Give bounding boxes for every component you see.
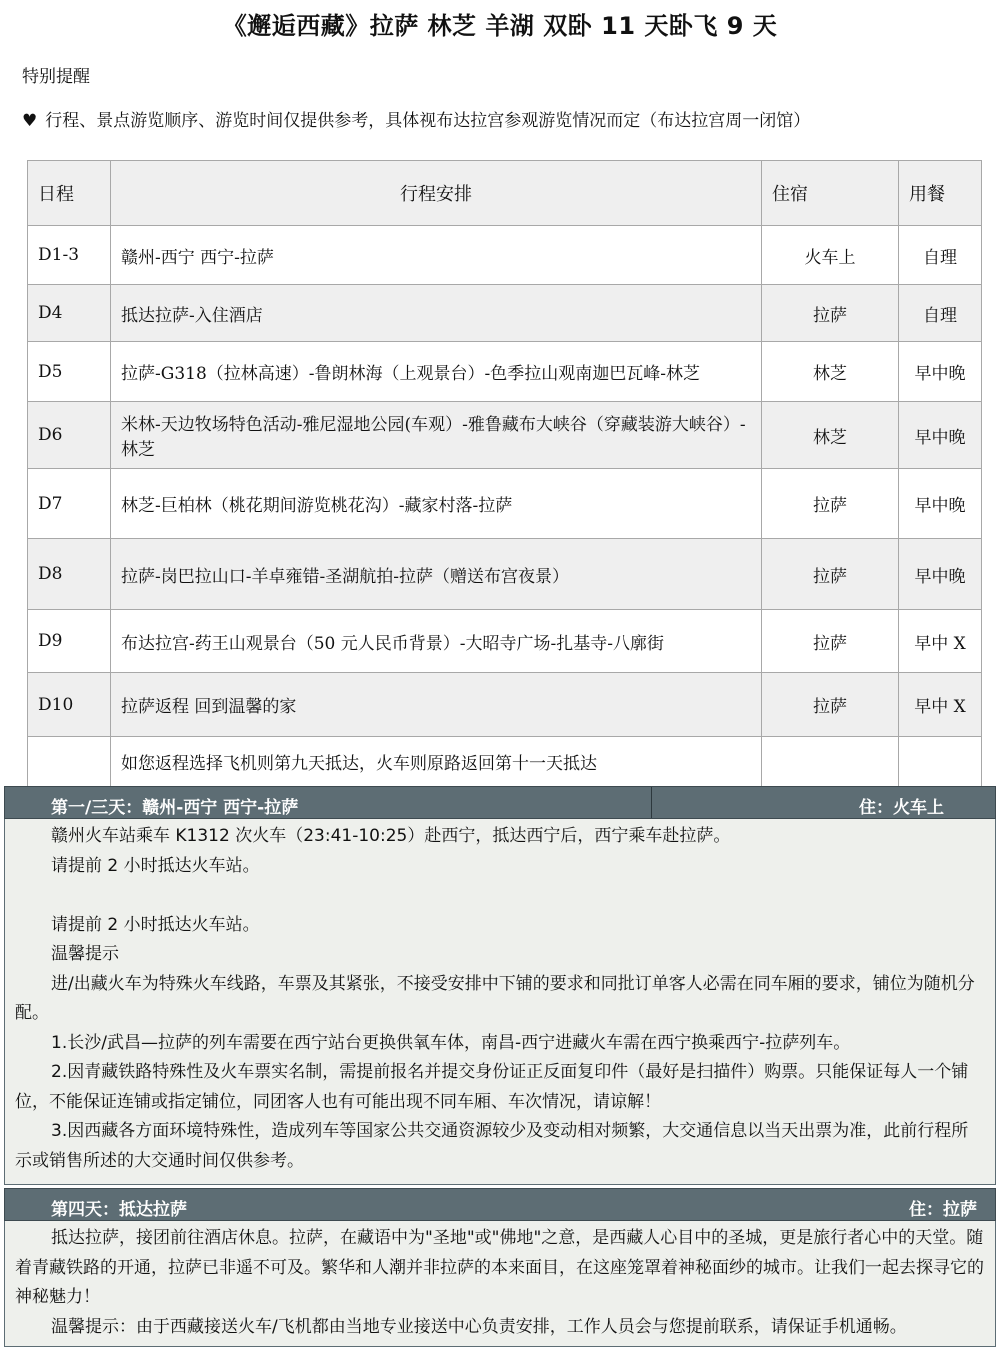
row-day [28, 737, 111, 787]
paragraph: 请提前 2 小时抵达火车站。 [51, 914, 260, 935]
row-meal [899, 737, 982, 787]
blank-line [15, 881, 985, 911]
row-meal: 早中 X [899, 673, 982, 737]
row-day: D7 [28, 469, 111, 539]
row-plan: 如您返程选择飞机则第九天抵达，火车则原路返回第十一天抵达 [111, 737, 762, 787]
row-plan: 抵达拉萨-入住酒店 [111, 285, 762, 342]
row-meal: 自理 [899, 285, 982, 342]
itinerary-table [27, 160, 982, 787]
table-row [28, 737, 982, 787]
section-body-day1-3 [4, 819, 996, 1185]
row-stay: 火车上 [762, 226, 899, 285]
paragraph: 进/出藏火车为特殊火车线路，车票及其紧张，不接受安排中下铺的要求和同批订单客人必需在同车厢的要求，铺位为随机分配。 [15, 973, 975, 1023]
paragraph: 1.长沙/武昌—拉萨的列车需要在西宁站台更换供氧车体，南昌-西宁进藏火车需在西宁换乘西宁-拉萨列车。 [51, 1032, 851, 1053]
header-stay: 住宿 [762, 161, 899, 226]
row-meal: 早中晚 [899, 539, 982, 610]
row-plan: 米林-天边牧场特色活动-雅尼湿地公园(车观）-雅鲁藏布大峡谷（穿藏装游大峡谷）-林芝 [111, 402, 762, 469]
row-meal: 早中晚 [899, 402, 982, 469]
header-meal: 用餐 [899, 161, 982, 226]
row-plan: 拉萨返程 回到温馨的家 [111, 673, 762, 737]
paragraph: 温馨提示 [51, 944, 119, 964]
row-stay: 林芝 [762, 402, 899, 469]
row-day: D9 [28, 610, 111, 673]
row-plan: 林芝-巨柏林（桃花期间游览桃花沟）-藏家村落-拉萨 [111, 469, 762, 539]
row-plan: 赣州-西宁 西宁-拉萨 [111, 226, 762, 285]
paragraph: 3.因西藏各方面环境特殊性，造成列车等国家公共交通资源较少及变动相对频繁，大交通信息以当天出票为准，此前行程所示或销售所述的大交通时间仅供参考。 [15, 1121, 969, 1171]
table-row [28, 342, 982, 402]
section-stay: 住：拉萨 [909, 1200, 977, 1220]
notice [22, 106, 810, 131]
section-stay: 住：火车上 [859, 798, 944, 818]
section-header-day4 [4, 1188, 996, 1221]
paragraph: 请提前 2 小时抵达火车站。 [51, 855, 260, 876]
row-plan: 拉萨-岗巴拉山口-羊卓雍错-圣湖航拍-拉萨（赠送布宫夜景） [111, 539, 762, 610]
row-plan: 拉萨-G318（拉林高速）-鲁朗林海（上观景台）-色季拉山观南迦巴瓦峰-林芝 [111, 342, 762, 402]
header-day: 日程 [28, 161, 111, 226]
table-row [28, 469, 982, 539]
table-row [28, 610, 982, 673]
paragraph: 赣州火车站乘车 K1312 次火车（23:41-10:25）赴西宁，抵达西宁后，西宁乘车赴拉萨。 [51, 826, 731, 846]
notice-label: 特别提醒 [22, 67, 90, 87]
section-body-day4 [4, 1221, 996, 1347]
row-day: D10 [28, 673, 111, 737]
row-day: D8 [28, 539, 111, 610]
table-row [28, 539, 982, 610]
row-day: D5 [28, 342, 111, 402]
heart-icon: ♥ [22, 111, 38, 131]
table-row [28, 402, 982, 469]
header-plan: 行程安排 [111, 161, 762, 226]
row-day: D6 [28, 402, 111, 469]
row-stay: 拉萨 [762, 673, 899, 737]
row-stay: 林芝 [762, 342, 899, 402]
paragraph: 抵达拉萨，接团前往酒店休息。拉萨，在藏语中为"圣地"或"佛地"之意，是西藏人心目中的圣城，更是旅行者心中的天堂。随着青藏铁路的开通，拉萨已非遥不可及。繁华和人潮并非拉萨的本来面目，在这座笼罩着神秘面纱的城市。让我们一起去探寻它的神秘魅力！ [15, 1228, 984, 1307]
section-title: 第一/三天：赣州-西宁 西宁-拉萨 [51, 798, 299, 818]
section-title: 第四天：抵达拉萨 [51, 1200, 187, 1220]
row-meal: 早中 X [899, 610, 982, 673]
notice-text: 行程、景点游览顺序、游览时间仅提供参考，具体视布达拉宫参观游览情况而定（布达拉宫周一闭馆） [45, 111, 811, 131]
row-stay: 拉萨 [762, 285, 899, 342]
row-day: D4 [28, 285, 111, 342]
table-row [28, 226, 982, 285]
row-stay: 拉萨 [762, 610, 899, 673]
row-meal: 早中晚 [899, 469, 982, 539]
table-header-row [28, 161, 982, 226]
table-row [28, 673, 982, 737]
table-row [28, 285, 982, 342]
row-plan: 布达拉宫-药王山观景台（50 元人民币背景）-大昭寺广场-扎基寺-八廓街 [111, 610, 762, 673]
section-header-day1-3 [4, 786, 996, 819]
paragraph: 温馨提示：由于西藏接送火车/飞机都由当地专业接送中心负责安排，工作人员会与您提前联系，请保证手机通畅。 [51, 1316, 907, 1337]
row-stay: 拉萨 [762, 539, 899, 610]
section-divider [651, 787, 652, 818]
paragraph: 2.因青藏铁路特殊性及火车票实名制，需提前报名并提交身份证正反面复印件（最好是扫描件）购票。只能保证每人一个铺位，不能保证连铺或指定铺位，同团客人也有可能出现不同车厢、车次情况，请谅解！ [15, 1062, 969, 1112]
page-title: 《邂逅西藏》拉萨 林芝 羊湖 双卧 11 天卧飞 9 天 [222, 12, 778, 40]
row-day: D1-3 [28, 226, 111, 285]
row-meal: 早中晚 [899, 342, 982, 402]
row-meal: 自理 [899, 226, 982, 285]
row-stay: 拉萨 [762, 469, 899, 539]
row-stay [762, 737, 899, 787]
